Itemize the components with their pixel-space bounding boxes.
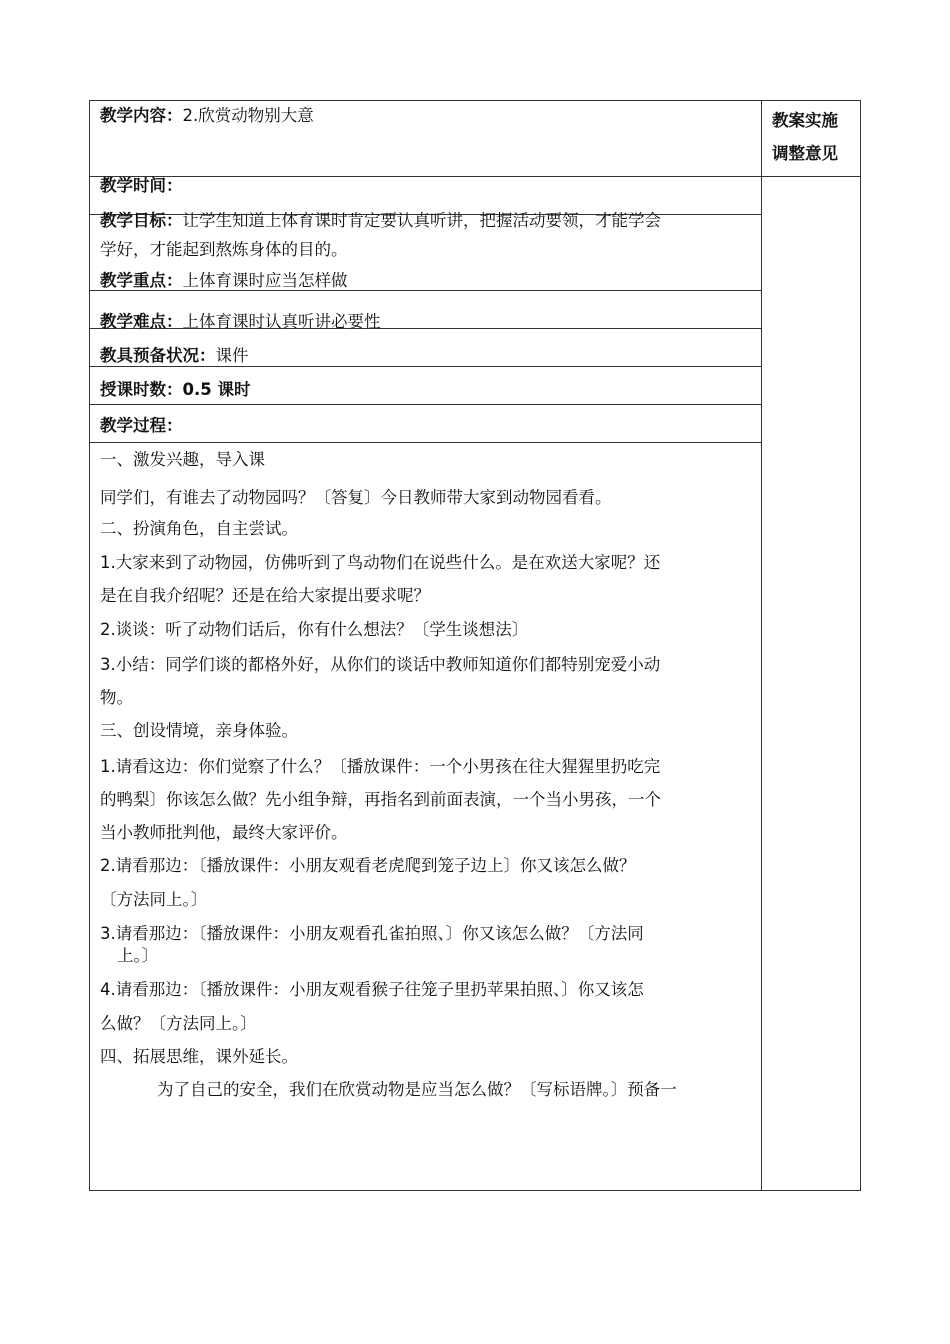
key-row — [100, 271, 348, 291]
process-line: 三、创设情境，亲身体验。 — [100, 721, 298, 740]
table-top-border — [89, 100, 861, 101]
table-right-border — [860, 100, 861, 1190]
process-line: 的鸭梨〕你该怎么做？先小组争辩，再指名到前面表演，一个当小男孩，一个 — [100, 790, 661, 809]
adjustment-header-line2: 调整意见 — [772, 144, 838, 163]
goal-label: 教学目标： — [100, 211, 183, 230]
process-line: 1.请看这边：你们觉察了什么？〔播放课件：一个小男孩在往大猩猩里扔吃完 — [100, 757, 661, 776]
goal-line2: 学好，才能起到熬炼身体的目的。 — [100, 240, 348, 259]
process-line: 〔方法同上。〕 — [100, 890, 208, 909]
process-line: 4.请看那边：〔播放课件：小朋友观看猴子往笼子里扔苹果拍照、〕你又该怎 — [100, 980, 644, 999]
content-row — [100, 106, 314, 126]
difficulty-row — [100, 312, 381, 332]
hours-label: 授课时数： — [100, 380, 183, 399]
difficulty-value: 上体育课时认真听讲必要性 — [182, 312, 381, 331]
process-line: 1.大家来到了动物园，仿佛听到了鸟动物们在说些什么。是在欢送大家呢？还 — [100, 553, 661, 572]
content-label: 教学内容： — [100, 106, 183, 125]
process-line: 当小教师批判他，最终大家评价。 — [100, 823, 348, 842]
process-label: 教学过程： — [100, 416, 183, 435]
process-line: 上。〕 — [117, 946, 159, 965]
process-line: 3.小结：同学们谈的都格外好，从你们的谈话中教师知道你们都特别宠爱小动 — [100, 655, 661, 674]
key-value: 上体育课时应当怎样做 — [182, 271, 348, 290]
process-line: 3.请看那边：〔播放课件：小朋友观看孔雀拍照、〕你又该怎么做？〔方法同 — [100, 924, 644, 943]
key-label: 教学重点： — [100, 271, 183, 290]
row-divider — [89, 442, 761, 443]
prep-value: 课件 — [215, 346, 249, 365]
table-column-divider — [761, 100, 762, 1190]
row-divider — [89, 176, 861, 177]
difficulty-label: 教学难点： — [100, 312, 183, 331]
content-value: 2.欣赏动物别大意 — [182, 106, 314, 125]
goal-line1: 让学生知道上体育课时肯定要认真听讲，把握活动要领，才能学会 — [182, 211, 661, 230]
prep-label: 教具预备状况： — [100, 346, 216, 365]
process-line: 四、拓展思维，课外延长。 — [100, 1047, 298, 1066]
table-bottom-border — [89, 1190, 861, 1191]
process-line: 一、激发兴趣，导入课 — [100, 450, 265, 469]
process-line: 是在自我介绍呢？还是在给大家提出要求呢？ — [100, 586, 430, 605]
process-line: 二、扮演角色，自主尝试。 — [100, 519, 298, 538]
prep-row — [100, 346, 249, 366]
process-line: 2.谈谈：听了动物们话后，你有什么想法？〔学生谈想法〕 — [100, 620, 529, 639]
process-line: 为了自己的安全，我们在欣赏动物是应当怎么做？〔写标语牌。〕预备一 — [157, 1080, 677, 1099]
adjustment-header-line1: 教案实施 — [772, 111, 838, 130]
process-line: 2.请看那边：〔播放课件：小朋友观看老虎爬到笼子边上〕你又该怎么做？ — [100, 856, 636, 875]
hours-row — [100, 380, 250, 400]
process-line: 同学们，有谁去了动物园吗？〔答复〕今日教师带大家到动物园看看。 — [100, 488, 612, 507]
process-line: 物。 — [100, 688, 133, 707]
row-divider — [89, 366, 761, 367]
time-label: 教学时间： — [100, 176, 183, 195]
goal-row — [100, 211, 661, 231]
table-left-border — [89, 100, 90, 1190]
process-line: 么做？〔方法同上。〕 — [100, 1014, 257, 1033]
row-divider — [89, 404, 761, 405]
hours-value: 0.5 课时 — [182, 380, 251, 399]
